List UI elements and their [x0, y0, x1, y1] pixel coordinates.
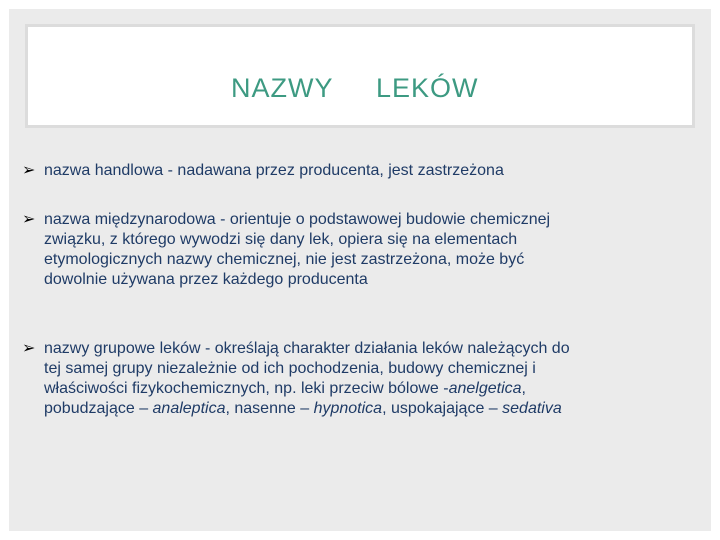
bullet-text: właściwości fizykochemicznych, np. leki przeciw bólowe -	[44, 380, 449, 397]
arrow-bullet-icon: ➢	[22, 162, 36, 179]
list-item	[22, 210, 704, 290]
title-box	[25, 24, 695, 128]
bullet-line	[44, 379, 704, 399]
list-item	[22, 161, 704, 181]
bullet-line: nazwy grupowe leków - określają charakter działania leków należących do	[44, 340, 570, 357]
bullet-text: , nasenne –	[225, 400, 314, 417]
bullet-text: ,	[521, 380, 526, 397]
bullet-text: pobudzające –	[44, 400, 153, 417]
bullet-text: nazwa handlowa - nadawana przez producenta, jest zastrzeżona	[44, 162, 504, 179]
arrow-bullet-icon: ➢	[22, 211, 36, 228]
latin-term: sedativa	[502, 400, 562, 417]
bullet-line: nazwa międzynarodowa - orientuje o podstawowej budowie chemicznej	[44, 211, 551, 228]
latin-term: anelgetica	[448, 380, 522, 397]
bullet-text: , uspokajające –	[382, 400, 503, 417]
bullet-line	[44, 399, 704, 419]
latin-term: hypnotica	[313, 400, 383, 417]
arrow-bullet-icon: ➢	[22, 340, 36, 357]
list-item	[22, 339, 704, 419]
bullet-line: etymologicznych nazwy chemicznej, nie jest zastrzeżona, może być	[44, 251, 525, 268]
latin-term: analeptica	[152, 400, 226, 417]
slide	[9, 9, 711, 531]
bullet-line: dowolnie używana przez każdego producenta	[44, 271, 368, 288]
title-word-2: LEKÓW	[376, 73, 479, 103]
title-word-1: NAZWY	[231, 73, 334, 103]
bullet-line: tej samej grupy niezależnie od ich pochodzenia, budowy chemicznej i	[44, 360, 536, 377]
bullet-line: związku, z którego wywodzi się dany lek, opiera się na elementach	[44, 231, 518, 248]
